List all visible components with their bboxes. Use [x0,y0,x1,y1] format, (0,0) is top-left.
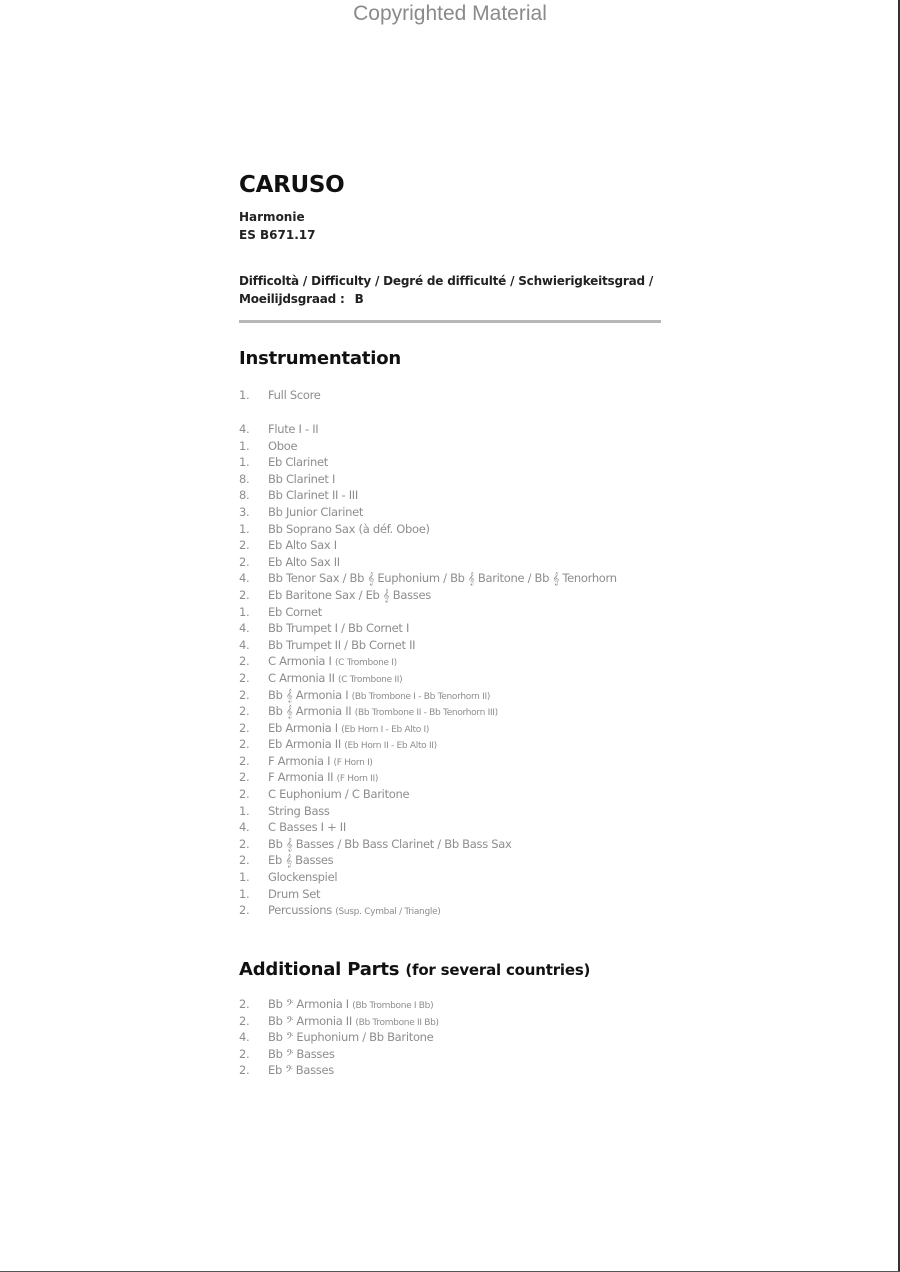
part-quantity: 3. [239,504,250,519]
part-name [268,439,297,453]
part-name-text: Eb Armonia I [268,720,338,735]
part-quantity: 1. [239,455,250,470]
part-name [268,903,441,917]
part-quantity: 2. [239,1046,250,1061]
part-quantity: 4. [239,637,250,652]
part-name-text: C Armonia II [268,670,335,685]
catalog-number: ES B671.17 [239,228,316,242]
part-name-text: Bb 𝄞 Armonia I [268,687,349,702]
part-name [268,770,378,784]
part-quantity: 1. [239,388,250,402]
part-name [268,870,337,884]
part-name [268,1047,335,1062]
part-name-text: Bb Clarinet II - III [268,488,358,503]
part-quantity: 2. [239,903,250,918]
part-name [268,1030,433,1045]
additional-parts-note: (for several countries) [405,961,591,979]
part-name-text: Bb 𝄢 Armonia I [268,997,349,1011]
part-quantity: 2. [239,836,250,851]
part-note: (Eb Horn II - Eb Alto II) [344,741,437,752]
part-name-text: Drum Set [268,886,321,901]
part-quantity: 2. [239,1013,250,1028]
part-name-text: Flute I - II [268,422,319,436]
part-name-text: Bb 𝄢 Armonia II [268,1013,352,1028]
part-name [268,704,498,719]
difficulty-label: Difficoltà / Difficulty / Degré de difficulté / Schwierigkeitsgrad / Moeilijdsgraad : [239,274,654,306]
part-name [268,671,402,685]
part-note: (F Horn II) [336,774,379,785]
part-name [268,804,330,818]
part-note: (Bb Trombone II - Bb Tenorhorn III) [354,708,498,719]
part-name [268,472,335,486]
part-name-text: Bb 𝄞 Basses / Bb Bass Clarinet / Bb Bass Sax [268,836,512,851]
part-quantity: 8. [239,488,250,503]
part-name-text: Bb 𝄢 Basses [268,1046,335,1061]
part-quantity: 1. [239,886,250,901]
part-name [268,837,512,852]
part-name [268,455,328,469]
part-name [268,654,397,668]
part-quantity: 2. [239,787,250,802]
part-name [268,605,322,619]
part-quantity: 2. [239,997,250,1011]
part-name-text: Bb 𝄢 Euphonium / Bb Baritone [268,1030,434,1045]
part-note: (Bb Trombone I - Bb Tenorhorn II) [351,691,491,702]
part-quantity: 1. [239,870,250,885]
part-quantity: 2. [239,770,250,785]
part-quantity: 2. [239,587,250,602]
part-quantity: 1. [239,438,250,453]
part-note: (Eb Horn I - Eb Alto I) [341,724,430,735]
ensemble-label: Harmonie [239,210,305,224]
part-name-text: Glockenspiel [268,870,338,885]
part-quantity: 2. [239,654,250,669]
part-name [268,1063,334,1078]
part-quantity: 4. [239,1030,250,1045]
part-name [268,787,409,801]
part-name [268,853,333,868]
part-note: (Susp. Cymbal / Triangle) [335,907,441,918]
part-quantity: 4. [239,621,250,636]
part-name-text: Bb Tenor Sax / Bb 𝄞 Euphonium / Bb 𝄞 Baritone / Bb 𝄞 Tenorhorn [268,571,617,586]
part-name-text: C Euphonium / C Baritone [268,787,410,802]
part-name [268,621,409,635]
part-note: (C Trombone I) [334,658,397,669]
part-quantity: 1. [239,604,250,619]
part-name [268,688,490,703]
difficulty-grade: B [354,292,364,306]
part-name [268,820,346,834]
part-name-text: Oboe [268,438,298,453]
part-quantity: 8. [239,471,250,486]
part-name-text: Eb Baritone Sax / Eb 𝄞 Basses [268,587,431,602]
part-name-text: Bb Trumpet II / Bb Cornet II [268,637,416,652]
part-name [268,488,358,502]
part-name [268,638,415,652]
part-name-text: Eb 𝄢 Basses [268,1063,334,1078]
part-name-text: Eb Clarinet [268,455,328,470]
part-name-text: F Armonia II [268,770,334,785]
part-name [268,571,617,586]
part-name-text: Bb 𝄞 Armonia II [268,704,352,719]
part-name [268,588,431,603]
part-name [268,422,318,436]
part-note: (Bb Trombone II Bb) [355,1017,439,1028]
part-quantity: 2. [239,670,250,685]
part-name-text: Full Score [268,388,321,402]
part-quantity: 2. [239,554,250,569]
part-name [268,887,320,901]
part-quantity: 4. [239,571,250,586]
watermark: Copyrighted Material [353,2,547,25]
part-quantity: 1. [239,803,250,818]
part-note: (C Trombone II) [338,674,403,685]
part-quantity: 2. [239,737,250,752]
part-name-text: Eb 𝄞 Basses [268,853,334,868]
page-title: CARUSO [239,172,345,198]
part-name-text: Bb Soprano Sax (à déf. Oboe) [268,521,430,536]
part-name-text: Eb Cornet [268,604,322,619]
part-name-text: Eb Alto Sax II [268,554,340,569]
part-name-text: C Armonia I [268,654,332,669]
part-note: (F Horn I) [333,757,373,768]
part-name-text: Bb Trumpet I / Bb Cornet I [268,621,410,636]
part-quantity: 2. [239,1063,250,1078]
part-name [268,522,430,536]
part-quantity: 2. [239,538,250,553]
part-name-text: Eb Armonia II [268,737,341,752]
part-name [268,754,373,768]
part-quantity: 1. [239,521,250,536]
part-name-text: Bb Junior Clarinet [268,504,364,519]
part-name [268,388,321,402]
part-name [268,737,437,751]
difficulty-line [239,272,669,308]
part-name-text: Percussions [268,903,332,918]
part-note: (Bb Trombone I Bb) [352,1001,434,1011]
part-quantity: 2. [239,704,250,719]
part-name [268,505,363,519]
part-name [268,555,340,569]
part-name [268,1014,439,1029]
part-name-text: Eb Alto Sax I [268,538,337,553]
part-name [268,997,433,1012]
part-name [268,721,429,735]
additional-parts-heading [239,959,590,980]
part-quantity: 4. [239,422,250,436]
part-quantity: 2. [239,753,250,768]
part-name-text: C Basses I + II [268,820,346,835]
part-name [268,538,337,552]
part-quantity: 2. [239,853,250,868]
part-quantity: 4. [239,820,250,835]
part-name-text: Bb Clarinet I [268,471,336,486]
part-quantity: 2. [239,720,250,735]
part-quantity: 2. [239,687,250,702]
part-name-text: F Armonia I [268,753,331,768]
part-name-text: String Bass [268,803,330,818]
divider [239,320,661,323]
additional-parts-title: Additional Parts [239,959,400,980]
instrumentation-heading: Instrumentation [239,348,402,369]
